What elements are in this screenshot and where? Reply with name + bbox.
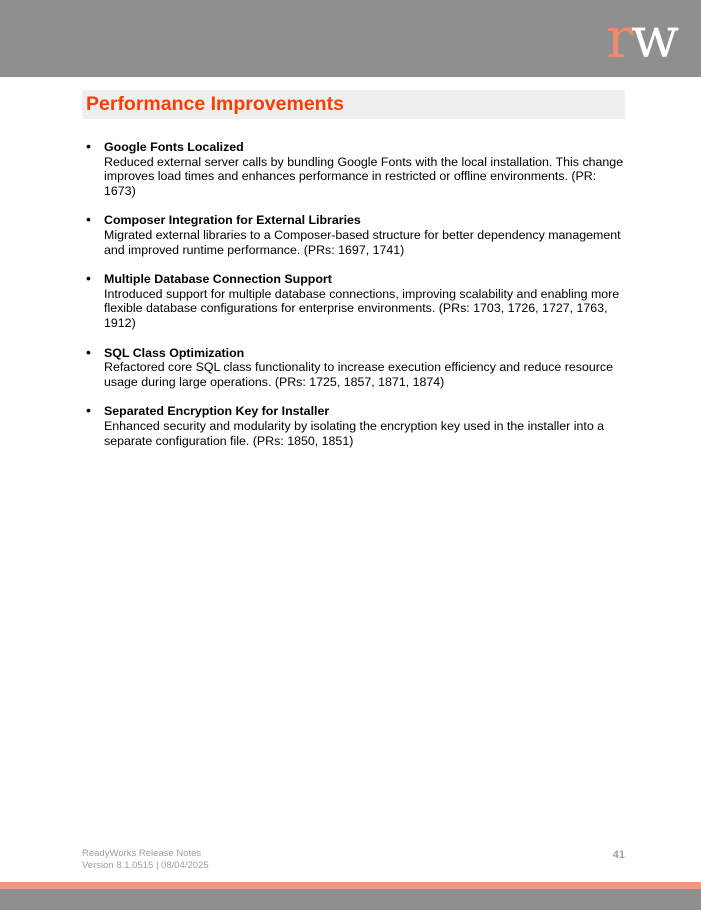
page-number: 41	[612, 849, 625, 861]
page-header	[0, 0, 701, 77]
list-item	[82, 346, 625, 390]
footer-accent-bar	[0, 882, 701, 889]
item-title: • Multiple Database Connection Support	[104, 272, 332, 287]
list-item	[82, 404, 625, 448]
footer-bottom-bar	[0, 889, 701, 910]
item-title: • SQL Class Optimization	[104, 345, 245, 360]
footer-doc-name: ReadyWorks Release Notes	[82, 848, 202, 859]
item-title: • Google Fonts Localized	[104, 140, 244, 154]
item-body: Reduced external server calls by bundling Google Fonts with the local installation. This change improves load times and enhances performance in restricted or offline environments. (PR: 1673)	[104, 154, 624, 198]
section-title-bar	[82, 90, 625, 119]
page-content	[82, 90, 625, 463]
list-item	[82, 272, 625, 330]
page-footer	[82, 848, 625, 871]
section-title: Performance Improvements	[86, 93, 344, 115]
list-item	[82, 213, 625, 257]
item-body: Refactored core SQL class functionality to increase execution efficiency and reduce resource usage during large operations. (PRs: 1725, 1857, 1871, 1874)	[104, 360, 613, 389]
item-body: Introduced support for multiple database connections, improving scalability and enabling more flexible database configurations for enterprise environments. (PRs: 1703, 1726, 1727, 1763, 1912)	[104, 286, 620, 330]
logo-letter-w: w	[631, 5, 677, 71]
item-title: • Separated Encryption Key for Installer	[104, 404, 330, 419]
item-body: Enhanced security and modularity by isolating the encryption key used in the installer into a separate configuration file. (PRs: 1850, 1851)	[104, 418, 605, 448]
release-items-list	[82, 140, 625, 448]
item-body: Migrated external libraries to a Composer-based structure for better dependency management and improved runtime performance. (PRs: 1697, 1741)	[104, 227, 621, 257]
footer-version-line: Version 8.1.0515 | 08/04/2025	[82, 859, 209, 871]
readyworks-logo	[606, 0, 677, 77]
list-item	[82, 140, 625, 198]
logo-letter-r: r	[606, 5, 632, 71]
item-title: • Composer Integration for External Libraries	[104, 213, 361, 228]
footer-document-info	[82, 848, 209, 871]
